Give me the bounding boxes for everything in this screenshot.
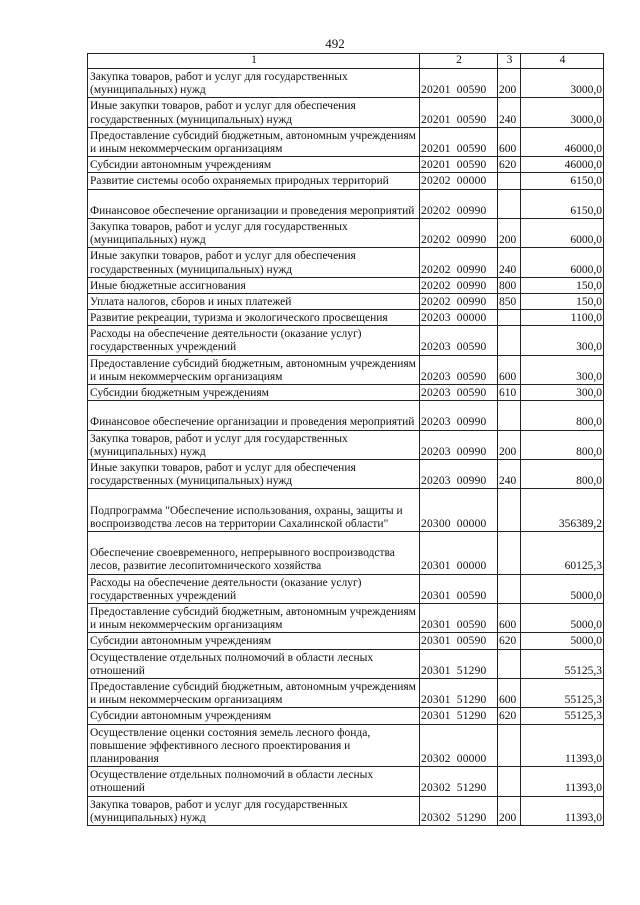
row-name: Субсидии автономным учреждениям xyxy=(88,633,420,649)
row-expense-type: 200 xyxy=(498,430,521,459)
row-name: Предоставление субсидий бюджетным, автономным учреждениям и иным некоммерческим организациям xyxy=(88,355,420,384)
row-amount: 3000,0 xyxy=(521,69,604,98)
row-code-program: 20301 xyxy=(421,619,451,632)
table-row xyxy=(88,189,604,218)
row-code-direction: 00590 xyxy=(456,387,487,400)
table-row xyxy=(88,326,604,355)
row-expense-type: 620 xyxy=(498,157,521,173)
table-row xyxy=(88,355,604,384)
row-name: Закупка товаров, работ и услуг для государственных (муниципальных) нужд xyxy=(88,69,420,98)
row-name: Осуществление отдельных полномочий в области лесных отношений xyxy=(88,649,420,678)
table-row xyxy=(88,69,604,98)
row-code-direction: 00990 xyxy=(456,416,487,429)
row-code xyxy=(420,430,498,459)
table-row xyxy=(88,277,604,293)
row-expense-type xyxy=(498,326,521,355)
table-row xyxy=(88,708,604,724)
row-code xyxy=(420,385,498,401)
row-name: Расходы на обеспечение деятельности (оказание услуг) государственных учреждений xyxy=(88,574,420,603)
row-expense-type xyxy=(498,173,521,189)
row-code-program: 20302 xyxy=(421,782,451,795)
row-amount: 300,0 xyxy=(521,355,604,384)
row-code-direction: 51290 xyxy=(456,811,487,824)
row-amount: 11393,0 xyxy=(521,796,604,825)
row-code xyxy=(420,173,498,189)
row-code-program: 20203 xyxy=(421,370,451,383)
row-code-program: 20201 xyxy=(421,159,451,172)
row-amount: 800,0 xyxy=(521,430,604,459)
row-amount: 6150,0 xyxy=(521,189,604,218)
row-amount: 6150,0 xyxy=(521,173,604,189)
row-code-direction: 00990 xyxy=(456,263,487,276)
table-row xyxy=(88,796,604,825)
table-row xyxy=(88,430,604,459)
row-expense-type: 850 xyxy=(498,293,521,309)
header-col-4: 4 xyxy=(521,54,604,69)
table-row xyxy=(88,460,604,489)
table-row xyxy=(88,98,604,127)
row-name: Финансовое обеспечение организации и проведения мероприятий xyxy=(88,189,420,218)
row-code-program: 20203 xyxy=(421,341,451,354)
row-code-direction: 00590 xyxy=(456,113,487,126)
row-code-program: 20302 xyxy=(421,811,451,824)
row-code-program: 20301 xyxy=(421,589,451,602)
row-name: Подпрограмма "Обеспечение использования, охраны, защиты и воспроизводства лесов на территории Сахалинской области" xyxy=(88,489,420,532)
row-code-direction: 00990 xyxy=(456,295,487,308)
row-amount: 5000,0 xyxy=(521,633,604,649)
row-amount: 800,0 xyxy=(521,460,604,489)
row-amount: 46000,0 xyxy=(521,157,604,173)
row-name: Осуществление оценки состояния земель лесного фонда, повышение эффективного лесного проектирования и планирования xyxy=(88,724,420,767)
table-row xyxy=(88,767,604,796)
table-row xyxy=(88,157,604,173)
row-code xyxy=(420,310,498,326)
table-row xyxy=(88,724,604,767)
row-amount: 300,0 xyxy=(521,385,604,401)
row-expense-type: 200 xyxy=(498,796,521,825)
row-code xyxy=(420,633,498,649)
row-code-direction: 00990 xyxy=(456,475,487,488)
row-code-program: 20202 xyxy=(421,295,451,308)
row-expense-type: 620 xyxy=(498,708,521,724)
header-col-1: 1 xyxy=(88,54,420,69)
row-expense-type xyxy=(498,401,521,430)
row-code-program: 20301 xyxy=(421,664,451,677)
row-code xyxy=(420,489,498,532)
row-name: Осуществление отдельных полномочий в области лесных отношений xyxy=(88,767,420,796)
row-amount: 800,0 xyxy=(521,401,604,430)
row-name: Иные закупки товаров, работ и услуг для обеспечения государственных (муниципальных) нужд xyxy=(88,98,420,127)
row-name: Расходы на обеспечение деятельности (оказание услуг) государственных учреждений xyxy=(88,326,420,355)
row-code xyxy=(420,767,498,796)
row-name: Закупка товаров, работ и услуг для государственных (муниципальных) нужд xyxy=(88,218,420,247)
row-expense-type: 600 xyxy=(498,355,521,384)
table-row xyxy=(88,489,604,532)
row-expense-type: 240 xyxy=(498,248,521,277)
row-code-program: 20203 xyxy=(421,475,451,488)
row-amount: 6000,0 xyxy=(521,218,604,247)
table-row xyxy=(88,173,604,189)
row-code xyxy=(420,248,498,277)
row-code-program: 20302 xyxy=(421,752,451,765)
row-expense-type: 800 xyxy=(498,277,521,293)
row-name: Уплата налогов, сборов и иных платежей xyxy=(88,293,420,309)
table-row xyxy=(88,574,604,603)
table-row xyxy=(88,633,604,649)
row-code-program: 20202 xyxy=(421,234,451,247)
row-code xyxy=(420,649,498,678)
row-code-program: 20201 xyxy=(421,142,451,155)
row-name: Иные бюджетные ассигнования xyxy=(88,277,420,293)
row-code xyxy=(420,401,498,430)
row-name: Субсидии автономным учреждениям xyxy=(88,708,420,724)
row-code xyxy=(420,189,498,218)
row-code-program: 20202 xyxy=(421,204,451,217)
row-code-direction: 00590 xyxy=(456,341,487,354)
row-amount: 55125,3 xyxy=(521,708,604,724)
row-code xyxy=(420,574,498,603)
table-row xyxy=(88,218,604,247)
row-code-program: 20203 xyxy=(421,445,451,458)
table-row xyxy=(88,401,604,430)
row-code-program: 20300 xyxy=(421,517,451,530)
row-name: Развитие системы особо охраняемых природных территорий xyxy=(88,173,420,189)
row-expense-type xyxy=(498,649,521,678)
row-code-direction: 00990 xyxy=(456,234,487,247)
table-row xyxy=(88,678,604,707)
row-amount: 11393,0 xyxy=(521,724,604,767)
header-col-2: 2 xyxy=(420,54,498,69)
row-code-program: 20203 xyxy=(421,416,451,429)
row-code-direction: 51290 xyxy=(456,710,487,723)
row-code-direction: 51290 xyxy=(456,694,487,707)
table-row xyxy=(88,604,604,633)
row-expense-type xyxy=(498,724,521,767)
table-row xyxy=(88,385,604,401)
row-expense-type xyxy=(498,532,521,575)
row-name: Субсидии автономным учреждениям xyxy=(88,157,420,173)
table-row xyxy=(88,248,604,277)
row-code-program: 20202 xyxy=(421,175,451,188)
table-body xyxy=(88,69,604,826)
row-amount: 55125,3 xyxy=(521,678,604,707)
row-code-program: 20301 xyxy=(421,694,451,707)
row-code-program: 20301 xyxy=(421,710,451,723)
row-code-direction: 00000 xyxy=(456,560,487,573)
row-code xyxy=(420,98,498,127)
row-code xyxy=(420,277,498,293)
row-code-direction: 00590 xyxy=(456,635,487,648)
row-code xyxy=(420,69,498,98)
row-amount: 55125,3 xyxy=(521,649,604,678)
row-expense-type xyxy=(498,574,521,603)
row-expense-type xyxy=(498,489,521,532)
row-expense-type xyxy=(498,767,521,796)
page-number: 492 xyxy=(325,36,345,51)
row-expense-type xyxy=(498,189,521,218)
row-code-direction: 51290 xyxy=(456,782,487,795)
table-row xyxy=(88,293,604,309)
row-code xyxy=(420,708,498,724)
row-expense-type: 200 xyxy=(498,69,521,98)
row-code xyxy=(420,326,498,355)
row-code xyxy=(420,218,498,247)
row-code xyxy=(420,796,498,825)
row-name: Предоставление субсидий бюджетным, автономным учреждениям и иным некоммерческим организациям xyxy=(88,127,420,156)
table-row xyxy=(88,532,604,575)
row-expense-type: 200 xyxy=(498,218,521,247)
header-col-3: 3 xyxy=(498,54,521,69)
row-name: Иные закупки товаров, работ и услуг для обеспечения государственных (муниципальных) нужд xyxy=(88,248,420,277)
table-row xyxy=(88,310,604,326)
row-code-program: 20203 xyxy=(421,387,451,400)
row-code-program: 20301 xyxy=(421,560,451,573)
row-amount: 356389,2 xyxy=(521,489,604,532)
row-code-program: 20202 xyxy=(421,279,451,292)
header-row xyxy=(88,54,604,69)
row-amount: 300,0 xyxy=(521,326,604,355)
row-expense-type: 240 xyxy=(498,460,521,489)
row-code xyxy=(420,678,498,707)
row-code-direction: 51290 xyxy=(456,664,487,677)
row-code-direction: 00000 xyxy=(456,312,487,325)
row-code xyxy=(420,604,498,633)
row-expense-type: 600 xyxy=(498,678,521,707)
budget-table xyxy=(87,53,604,826)
row-code-direction: 00990 xyxy=(456,279,487,292)
row-expense-type: 610 xyxy=(498,385,521,401)
row-name: Обеспечение своевременного, непрерывного воспроизводства лесов, развитие лесопитомнического хозяйства xyxy=(88,532,420,575)
row-code xyxy=(420,157,498,173)
row-code xyxy=(420,127,498,156)
row-name: Субсидии бюджетным учреждениям xyxy=(88,385,420,401)
row-expense-type: 620 xyxy=(498,633,521,649)
row-name: Предоставление субсидий бюджетным, автономным учреждениям и иным некоммерческим организациям xyxy=(88,678,420,707)
row-code-direction: 00000 xyxy=(456,175,487,188)
row-amount: 5000,0 xyxy=(521,574,604,603)
row-code-program: 20201 xyxy=(421,84,451,97)
row-code-direction: 00590 xyxy=(456,142,487,155)
table-row xyxy=(88,649,604,678)
row-code xyxy=(420,293,498,309)
row-code-direction: 00590 xyxy=(456,84,487,97)
row-amount: 150,0 xyxy=(521,293,604,309)
table-header xyxy=(88,54,604,69)
row-amount: 5000,0 xyxy=(521,604,604,633)
row-name: Закупка товаров, работ и услуг для государственных (муниципальных) нужд xyxy=(88,430,420,459)
row-code-direction: 00000 xyxy=(456,752,487,765)
row-code-direction: 00990 xyxy=(456,445,487,458)
row-amount: 150,0 xyxy=(521,277,604,293)
row-expense-type xyxy=(498,310,521,326)
table-row xyxy=(88,127,604,156)
row-amount: 11393,0 xyxy=(521,767,604,796)
row-expense-type: 600 xyxy=(498,127,521,156)
row-code-direction: 00590 xyxy=(456,159,487,172)
row-amount: 60125,3 xyxy=(521,532,604,575)
row-code-direction: 00000 xyxy=(456,517,487,530)
row-code-direction: 00990 xyxy=(456,204,487,217)
row-name: Закупка товаров, работ и услуг для государственных (муниципальных) нужд xyxy=(88,796,420,825)
row-code xyxy=(420,355,498,384)
row-code-direction: 00590 xyxy=(456,370,487,383)
row-amount: 46000,0 xyxy=(521,127,604,156)
row-amount: 3000,0 xyxy=(521,98,604,127)
row-code-direction: 00590 xyxy=(456,619,487,632)
row-expense-type: 600 xyxy=(498,604,521,633)
row-name: Иные закупки товаров, работ и услуг для обеспечения государственных (муниципальных) нужд xyxy=(88,460,420,489)
row-code-program: 20301 xyxy=(421,635,451,648)
row-amount: 6000,0 xyxy=(521,248,604,277)
row-code-program: 20203 xyxy=(421,312,451,325)
row-name: Предоставление субсидий бюджетным, автономным учреждениям и иным некоммерческим организациям xyxy=(88,604,420,633)
row-code-program: 20202 xyxy=(421,263,451,276)
row-name: Развитие рекреации, туризма и экологического просвещения xyxy=(88,310,420,326)
row-amount: 1100,0 xyxy=(521,310,604,326)
row-code-program: 20201 xyxy=(421,113,451,126)
row-code xyxy=(420,460,498,489)
row-expense-type: 240 xyxy=(498,98,521,127)
row-code xyxy=(420,724,498,767)
row-code-direction: 00590 xyxy=(456,589,487,602)
row-name: Финансовое обеспечение организации и проведения мероприятий xyxy=(88,401,420,430)
row-code xyxy=(420,532,498,575)
